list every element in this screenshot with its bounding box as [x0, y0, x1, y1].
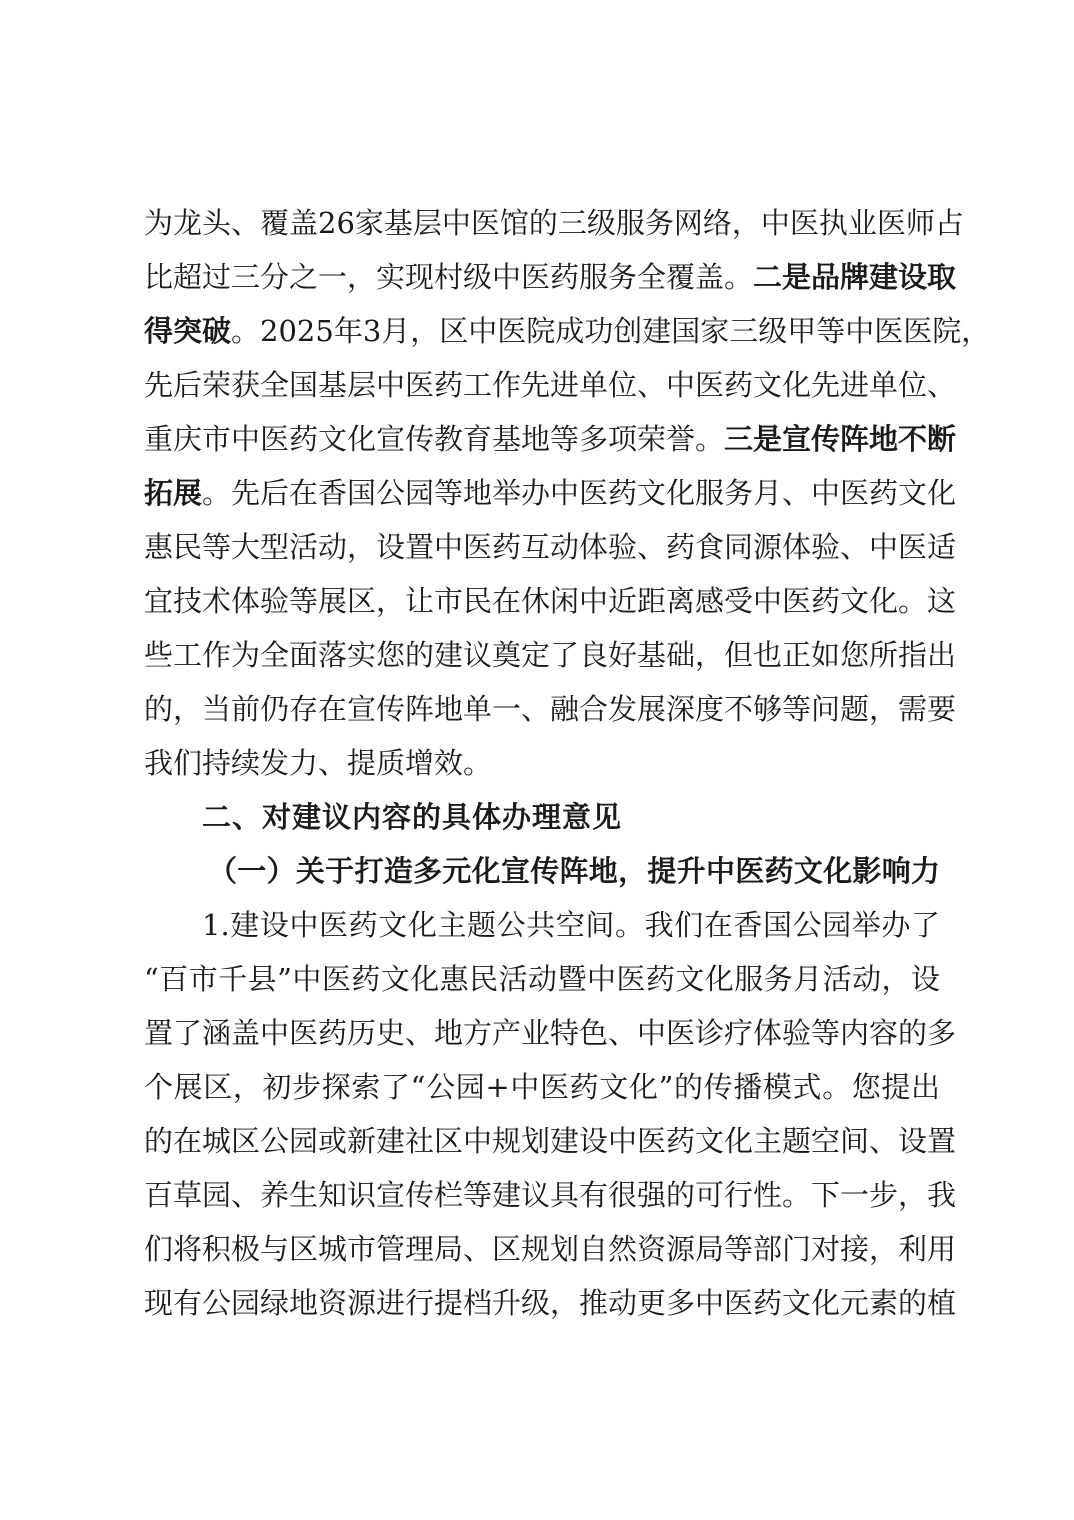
section-heading: 二、对建议内容的具体办理意见: [202, 800, 623, 834]
paragraph-line: 些工作为全面落实您的建议奠定了良好基础，但也正如您所指出: [144, 638, 957, 672]
paragraph-line: 现有公园绿地资源进行提档升级，推动更多中医药文化元素的植: [144, 1286, 957, 1320]
bold-lead-phrase: 二是品牌建设取: [753, 260, 957, 294]
paragraph-line: 先后荣获全国基层中医药工作先进单位、中医药文化先进单位、: [144, 368, 957, 402]
paragraph-line: 个展区，初步探索了“公园+中医药文化”的传播模式。您提出: [144, 1070, 940, 1104]
bold-lead-phrase: 三是宣传阵地不断: [724, 422, 957, 456]
paragraph-line: 百草园、养生知识宣传栏等建议具有很强的可行性。下一步，我: [144, 1178, 957, 1212]
paragraph-line: 我们持续发力、提质增效。: [144, 746, 493, 780]
subsection-heading: （一）关于打造多元化宣传阵地，提升中医药文化影响力: [208, 854, 940, 888]
bold-lead-phrase: 得突破: [144, 314, 232, 348]
paragraph-line: 惠民等大型活动，设置中医药互动体验、药食同源体验、中医适: [144, 530, 957, 564]
paragraph-line: 为龙头、覆盖26家基层中医馆的三级服务网络，中医执业医师占: [144, 206, 964, 240]
paragraph-line: 的，当前仍存在宣传阵地单一、融合发展深度不够等问题，需要: [144, 692, 957, 726]
text-run: 比超过三分之一，实现村级中医药服务全覆盖。: [144, 260, 754, 294]
text-run: 。先后在香国公园等地举办中医药文化服务月、中医药文化: [202, 476, 957, 510]
paragraph-line: “百市千县”中医药文化惠民活动暨中医药文化服务月活动，设: [144, 962, 940, 996]
paragraph-line: [144, 412, 957, 466]
paragraph-line: 的在城区公园或新建社区中规划建设中医药文化主题空间、设置: [144, 1124, 957, 1158]
paragraph-line: 宜技术体验等展区，让市民在休闲中近距离感受中医药文化。这: [144, 584, 957, 618]
bold-lead-phrase: 拓展: [144, 476, 203, 510]
paragraph-line: [144, 466, 957, 520]
text-run: 重庆市中医药文化宣传教育基地等多项荣誉。: [144, 422, 725, 456]
paragraph-line: 们将积极与区城市管理局、区规划自然资源局等部门对接，利用: [144, 1232, 957, 1266]
paragraph-line: [144, 304, 991, 358]
paragraph-line: 置了涵盖中医药历史、地方产业特色、中医诊疗体验等内容的多: [144, 1016, 957, 1050]
paragraph-line: [144, 250, 957, 304]
text-run: 。2025年3月，区中医院成功创建国家三级甲等中医医院，: [231, 314, 991, 348]
paragraph-line: 1.建设中医药文化主题公共空间。我们在香国公园举办了: [202, 908, 940, 942]
